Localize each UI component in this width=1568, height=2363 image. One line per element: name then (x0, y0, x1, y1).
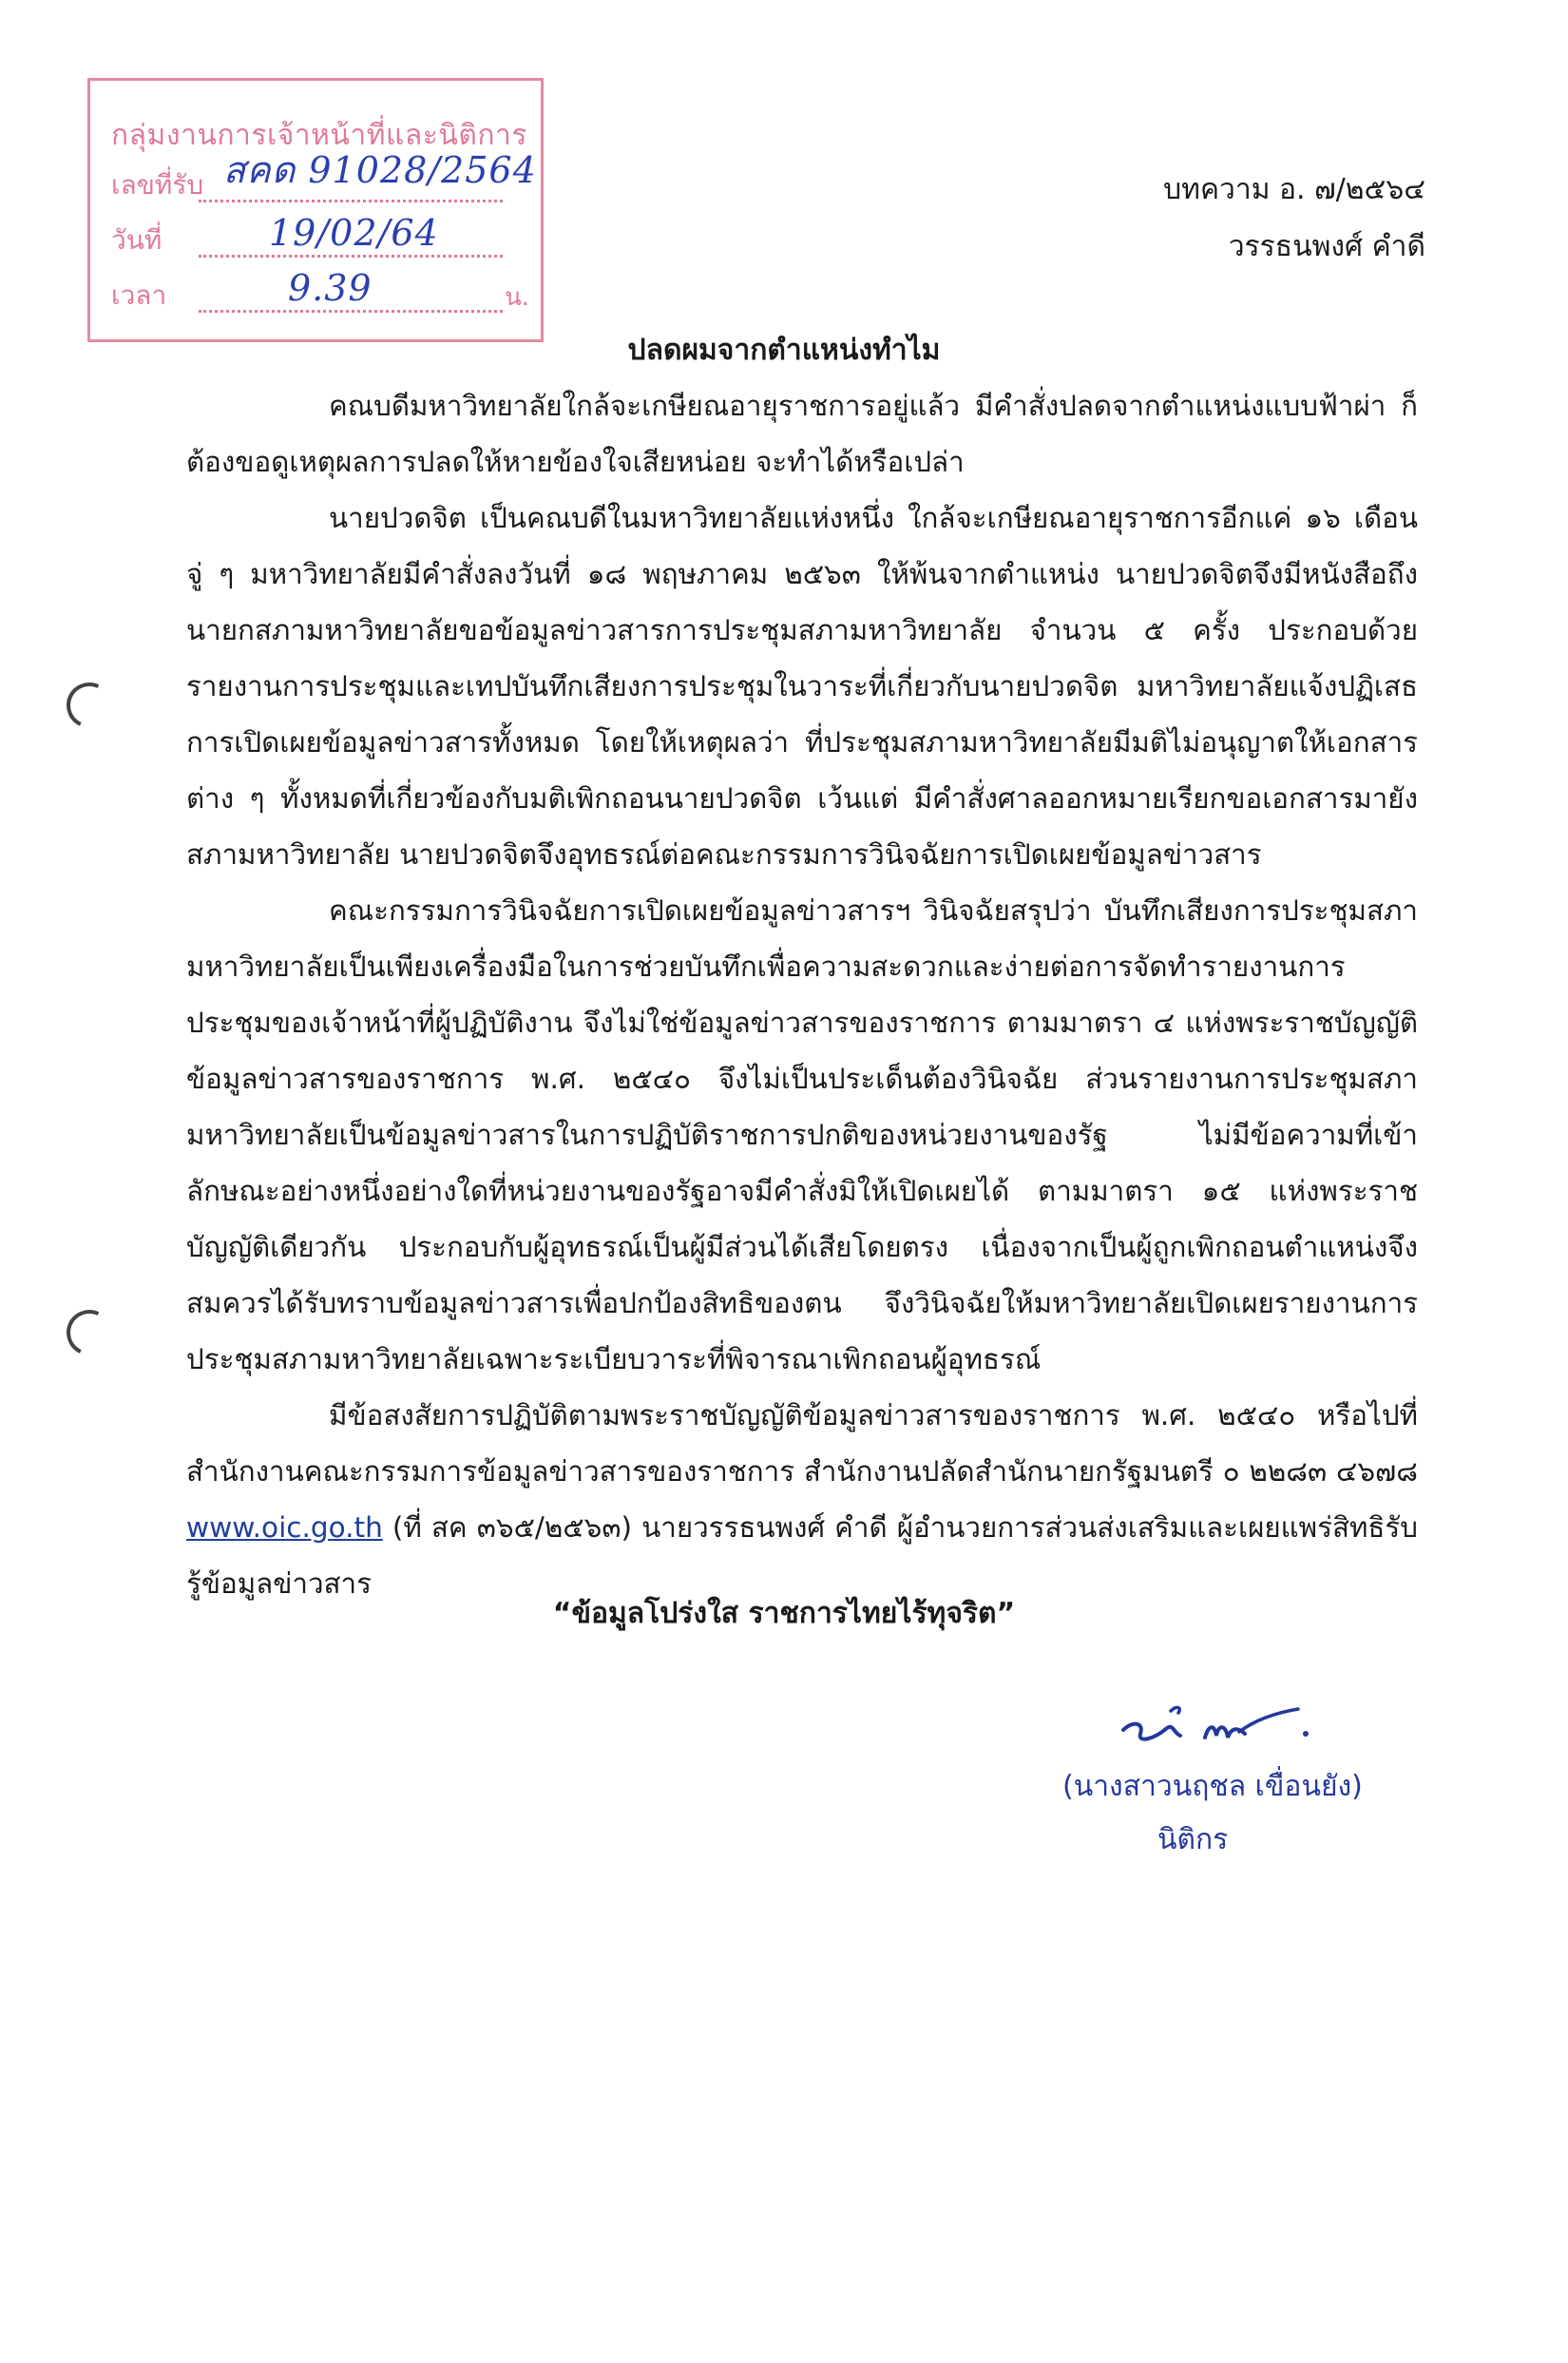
document-title: ปลดผมจากตำแหน่งทำไม (627, 334, 941, 367)
handwritten-signature (1112, 1692, 1321, 1758)
signer-name: (นางสาวนฤชล เขื่อนยัง) (1062, 1770, 1363, 1803)
paragraph: คณะกรรมการวินิจฉัยการเปิดเผยข้อมูลข่าวสารฯ วินิจฉัยสรุปว่า บันทึกเสียงการประชุมสภามหาวิทยาลัยเป็นเพียงเครื่องมือในการช่วยบันทึกเพื่อความสะดวกและง่ายต่อการจัดทำรายงานการประชุมของเจ้าหน้าที่ผู้ปฏิบัติงาน จึงไม่ใช่ข้อมูลข่าวสารของราชการ ตามมาตรา ๔ แห่งพระราชบัญญัติข้อมูลข่าวสารของราชการ พ.ศ. ๒๕๔๐ จึงไม่เป็นประเด็นต้องวินิจฉัย ส่วนรายงานการประชุมสภามหาวิทยาลัยเป็นข้อมูลข่าวสารในการปฏิบัติราชการปกติของหน่วยงานของรัฐ ไม่มีข้อความที่เข้าลักษณะอย่างหนึ่งอย่างใดที่หน่วยงานของรัฐอาจมีคำสั่งมิให้เปิดเผยได้ ตามมาตรา ๑๕ แห่งพระราชบัญญัติเดียวกัน ประกอบกับผู้อุทธรณ์เป็นผู้มีส่วนได้เสียโดยตรง เนื่องจากเป็นผู้ถูกเพิกถอนตำแหน่งจึงสมควรได้รับทราบข้อมูลข่าวสารเพื่อปกป้องสิทธิของตน จึงวินิจฉัยให้มหาวิทยาลัยเปิดเผยรายงานการประชุมสภามหาวิทยาลัยเฉพาะระเบียบวาระที่พิจารณาเพิกถอนผู้อุทธรณ์ (186, 894, 1418, 1375)
stamp-row-date (111, 212, 529, 267)
website-link[interactable]: www.oic.go.th (186, 1511, 383, 1544)
stamp-row-time (111, 267, 529, 322)
stamp-label: เวลา (111, 279, 167, 311)
contact-text: มีข้อสงสัยการปฏิบัติตามพระราชบัญญัติข้อมูลข่าวสารของราชการ พ.ศ. ๒๕๔๐ หรือไปที่สำนักงานคณะกรรมการข้อมูลข่าวสารของราชการ สำนักงานปลัดสำนักนายกรัฐมนตรี ๐ ๒๒๘๓ ๔๖๗๘ (186, 1399, 1418, 1488)
stamp-row-number (111, 149, 537, 212)
stamp-title: กลุ่มงานการเจ้าหน้าที่และนิติการ (111, 119, 527, 152)
stamp-unit: น. (504, 283, 529, 312)
article-author: วรรธนพงศ์ คำดี (1228, 230, 1425, 263)
stamp-handwritten-value: 9.39 (288, 267, 373, 309)
slogan: “ข้อมูลโปร่งใส ราชการไทยไร้ทุจริต” (552, 1597, 1016, 1630)
punch-hole-mark (60, 1303, 119, 1362)
stamp-label: วันที่ (111, 224, 163, 256)
contact-paragraph (186, 1388, 1418, 1612)
paragraph: นายปวดจิต เป็นคณบดีในมหาวิทยาลัยแห่งหนึ่ง ใกล้จะเกษียณอายุราชการอีกแค่ ๑๖ เดือน จู่ ๆ มหาวิทยาลัยมีคำสั่งลงวันที่ ๑๘ พฤษภาคม ๒๕๖๓ ให้พ้นจากตำแหน่ง นายปวดจิตจึงมีหนังสือถึงนายกสภามหาวิทยาลัยขอข้อมูลข่าวสารการประชุมสภามหาวิทยาลัย จำนวน ๕ ครั้ง ประกอบด้วย รายงานการประชุมและเทปบันทึกเสียงการประชุมในวาระที่เกี่ยวกับนายปวดจิต มหาวิทยาลัยแจ้งปฏิเสธการเปิดเผยข้อมูลข่าวสารทั้งหมด โดยให้เหตุผลว่า ที่ประชุมสภามหาวิทยาลัยมีมติไม่อนุญาตให้เอกสารต่าง ๆ ทั้งหมดที่เกี่ยวข้องกับมติเพิกถอนนายปวดจิต เว้นแต่ มีคำสั่งศาลออกหมายเรียกขอเอกสารมายังสภามหาวิทยาลัย นายปวดจิตจึงอุทธรณ์ต่อคณะกรรมการวินิจฉัยการเปิดเผยข้อมูลข่าวสาร (186, 502, 1418, 871)
stamp-handwritten-value: สคด 91028/2564 (223, 149, 537, 191)
document-body (186, 378, 1418, 1612)
contact-footnote: (ที่ สค ๓๖๕/๒๕๖๓) นายวรรธนพงศ์ คำดี ผู้อำนวยการส่วนส่งเสริมและเผยแพร่สิทธิรับรู้ข้อมูลข่าวสาร (186, 1511, 1418, 1600)
signer-title: นิติกร (1157, 1823, 1229, 1856)
stamp-handwritten-value: 19/02/64 (269, 212, 439, 254)
stamp-label: เลขที่รับ (111, 169, 204, 201)
paragraph: คณบดีมหาวิทยาลัยใกล้จะเกษียณอายุราชการอยู่แล้ว มีคำสั่งปลดจากตำแหน่งแบบฟ้าผ่า ก็ต้องขอดูเหตุผลการปลดให้หายข้องใจเสียหน่อย จะทำได้หรือเปล่า (186, 390, 1418, 478)
article-reference: บทความ อ. ๗/๒๕๖๔ (1163, 173, 1425, 206)
stamp-dotted-line (199, 255, 503, 258)
punch-hole-mark (60, 676, 119, 735)
received-stamp (87, 78, 544, 342)
stamp-dotted-line (199, 200, 503, 202)
stamp-dotted-line (199, 310, 503, 313)
